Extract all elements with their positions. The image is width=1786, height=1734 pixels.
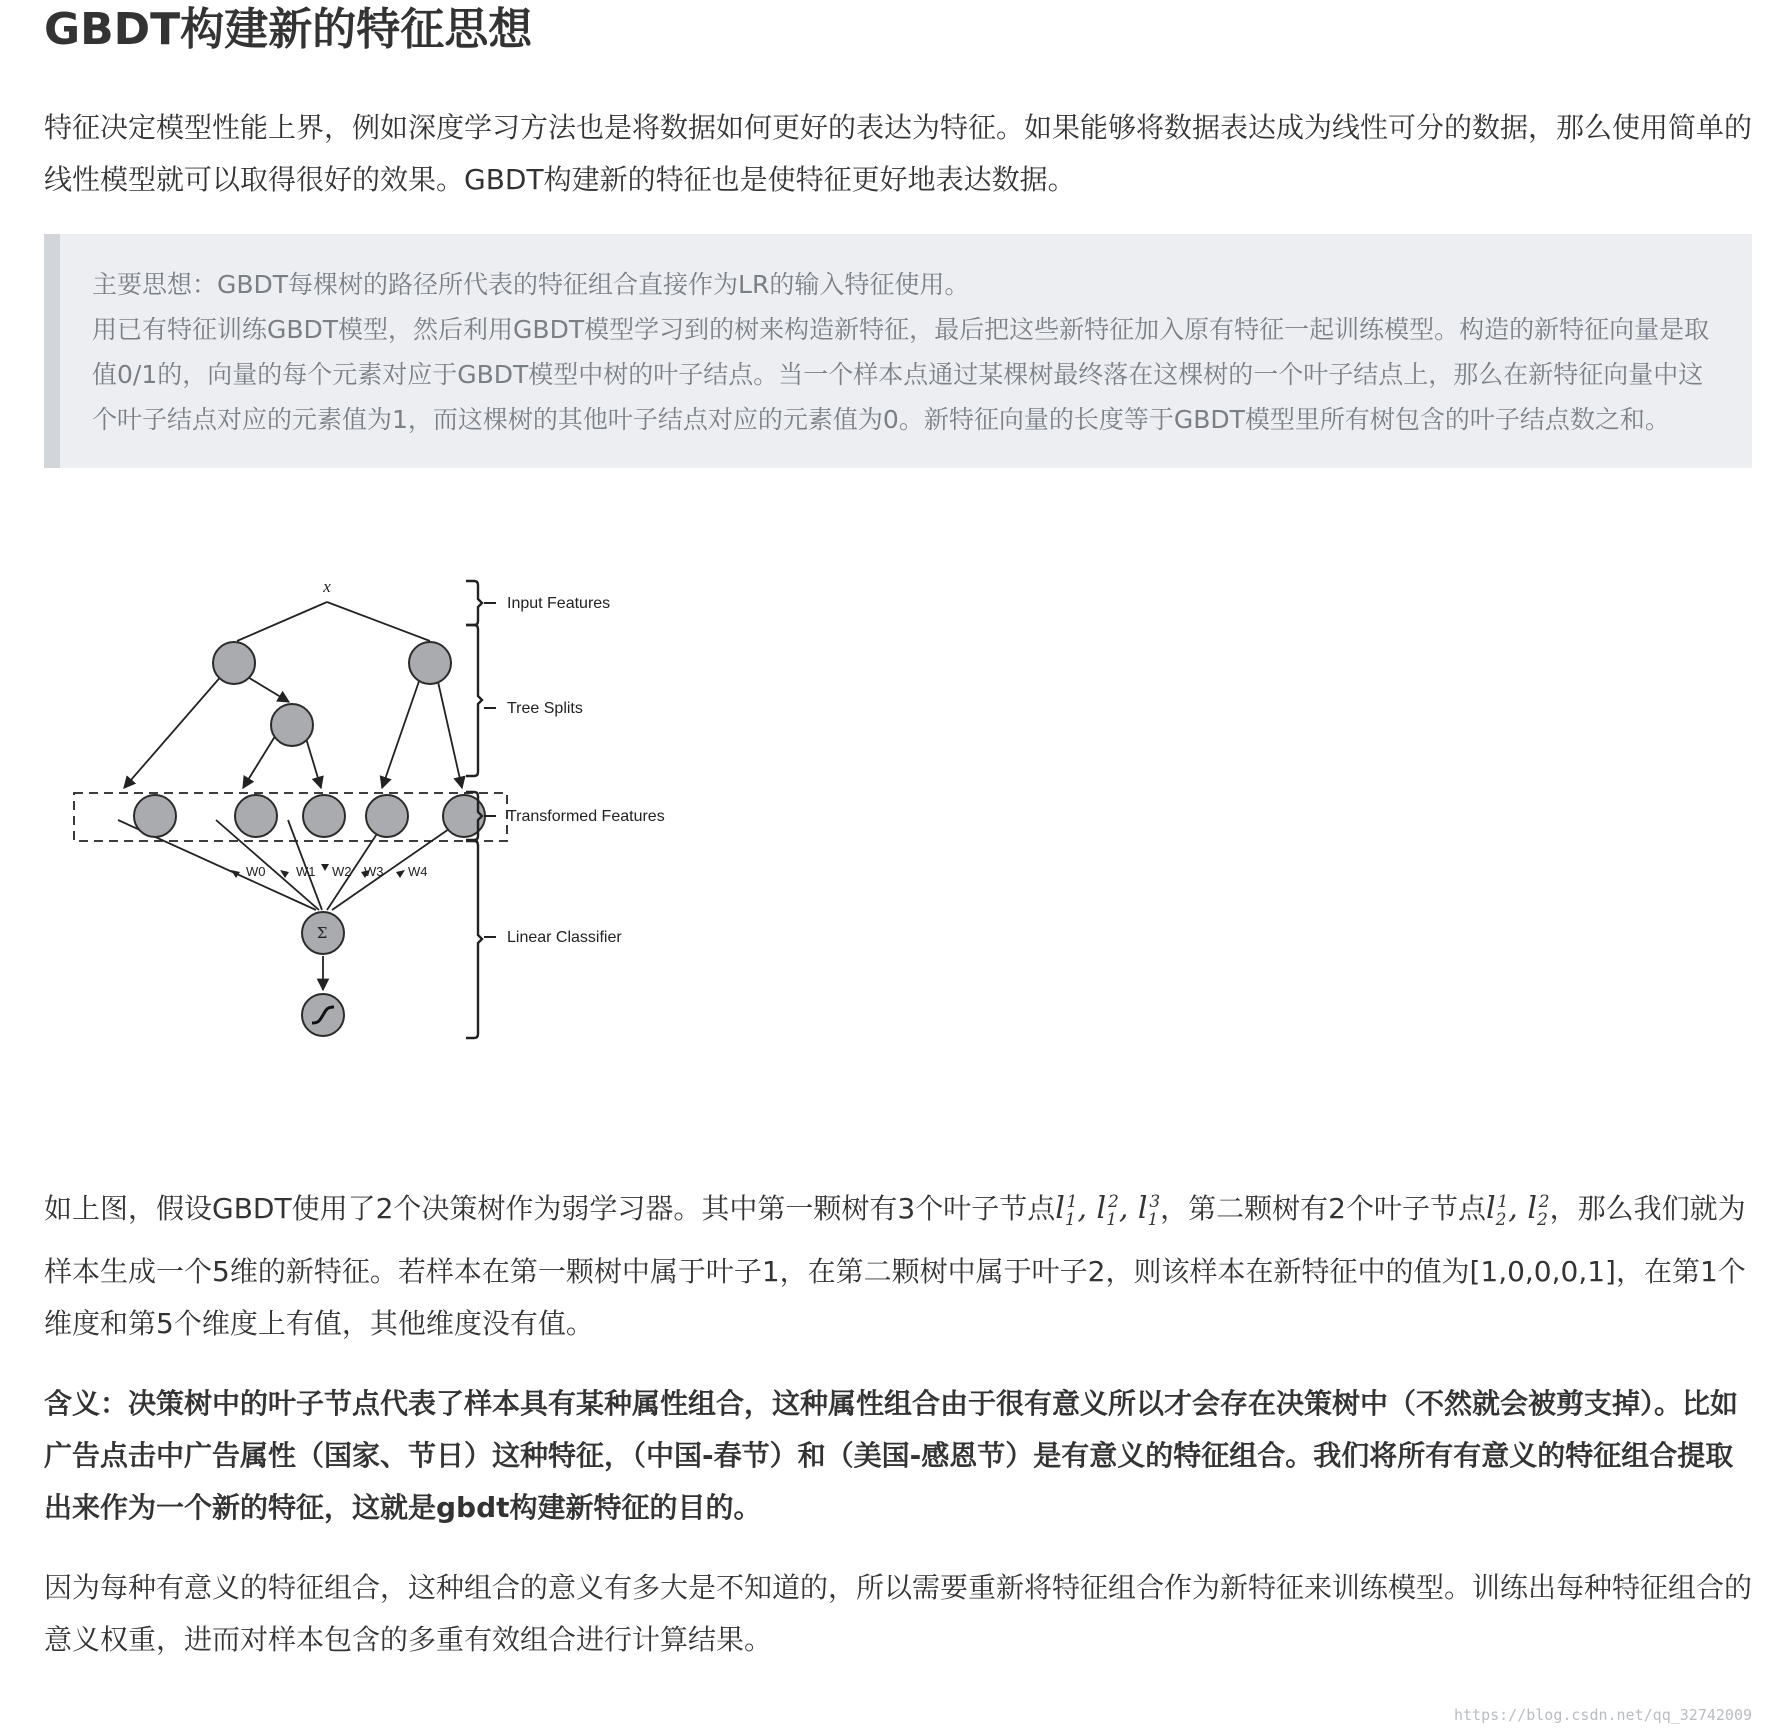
- tree2-leaves-math: $l_2^1$, $l_2^2$: [1485, 1191, 1550, 1230]
- blockquote: [44, 234, 1752, 468]
- input-x-label: x: [323, 577, 331, 596]
- gbdt-lr-diagram: [44, 558, 804, 1138]
- weight-label: W4: [408, 864, 428, 879]
- label-tree-splits: Tree Splits: [507, 700, 583, 717]
- split-node-left: [213, 642, 255, 684]
- page-title: GBDT构建新的特征思想: [44, 4, 533, 55]
- label-input-features: Input Features: [507, 595, 611, 612]
- leaf-term: $l_1^3$: [1137, 1191, 1161, 1230]
- tree1-leaves-math: $l_1^1$, $l_1^2$, $l_1^3$: [1055, 1191, 1161, 1230]
- closing-paragraph: 因为每种有意义的特征组合，这种组合的意义有多大是不知道的，所以需要重新将特征组合作为新特征来训练模型。训练出每种特征组合的意义权重，进而对样本包含的多重有效组合进行计算结果。: [44, 1571, 1753, 1656]
- quote-main-idea: 主要思想：GBDT每棵树的路径所代表的特征组合直接作为LR的输入特征使用。: [92, 270, 970, 299]
- split-node-mid: [271, 704, 313, 746]
- example-text-1: 如上图，假设GBDT使用了2个决策树作为弱学习器。其中第一颗树有3个叶子节点: [44, 1192, 1056, 1225]
- edge-left-mid: [246, 676, 289, 702]
- split-node-right: [409, 642, 451, 684]
- brace-linear: [466, 841, 482, 1038]
- leaf-node: [303, 795, 345, 837]
- weight-label: W2: [332, 864, 352, 879]
- meaning-paragraph: 含义：决策树中的叶子节点代表了样本具有某种属性组合，这种属性组合由于很有意义所以才会存在决策树中（不然就会被剪支掉）。比如广告点击中广告属性（国家、节日）这种特征，（中国-春节）和（美国-感恩节）是有意义的特征组合。我们将所有有意义的特征组合提取出来作为一个新的特征，这就是gbdt构建新特征的目的。: [44, 1387, 1739, 1524]
- brace-tree-splits: [466, 625, 482, 776]
- weight-label: W3: [364, 864, 384, 879]
- leaf-term: $l_2^1$: [1485, 1191, 1509, 1230]
- leaf-term: $l_1^2$: [1096, 1191, 1119, 1230]
- label-linear-classifier: Linear Classifier: [507, 929, 622, 946]
- example-paragraph: [44, 1176, 1752, 1350]
- example-text-3: ，那么我们就为样本生成一个5维的新特征。若样本在第一颗树中属于叶子1，在第二颗树中属于叶子2，则该样本在新特征中的值为[1,0,0,0,1]，在第1个维度和第5个维度上有值，其他维度没有值。: [44, 1192, 1746, 1340]
- example-text-2: ，第二颗树有2个叶子节点: [1160, 1192, 1486, 1225]
- edge-x-right: [327, 602, 430, 641]
- brace-input: [466, 581, 482, 625]
- leaf-term: $l_1^1$: [1055, 1191, 1078, 1230]
- sum-symbol: Σ: [316, 924, 328, 942]
- intro-paragraph: 特征决定模型性能上界，例如深度学习方法也是将数据如何更好的表达为特征。如果能够将数据表达成为线性可分的数据，那么使用简单的线性模型就可以取得很好的效果。GBDT构建新的特征也是使特征更好地表达数据。: [44, 111, 1753, 196]
- article: [44, 0, 1752, 1666]
- leaf-node: [235, 795, 277, 837]
- edge-left-leaf1: [124, 666, 230, 788]
- weight-label: W0: [246, 864, 266, 879]
- label-ticks: [484, 603, 496, 937]
- quote-detail: 用已有特征训练GBDT模型，然后利用GBDT模型学习到的树来构造新特征，最后把这些新特征加入原有特征一起训练模型。构造的新特征向量是取值0/1的，向量的每个元素对应于GBDT模型中树的叶子结点。当一个样本点通过某棵树最终落在这棵树的一个叶子结点上，那么在新特征向量中这个叶子结点对应的元素值为1，而这棵树的其他叶子结点对应的元素值为0。新特征向量的长度等于GBDT模型里所有树包含的叶子结点数之和。: [92, 315, 1710, 434]
- weight-label: W1: [296, 864, 316, 879]
- label-transformed-features: Transformed Features: [507, 808, 665, 825]
- edge-right-leaf4: [382, 664, 425, 788]
- edge-x-left: [237, 602, 327, 641]
- watermark: https://blog.csdn.net/qq_32742009: [1453, 1706, 1752, 1724]
- diagram-svg: [44, 558, 804, 1138]
- leaf-node: [366, 795, 408, 837]
- leaf-node: [134, 795, 176, 837]
- leaf-term: $l_2^2$: [1527, 1191, 1550, 1230]
- diagram-nodes: [134, 642, 485, 1036]
